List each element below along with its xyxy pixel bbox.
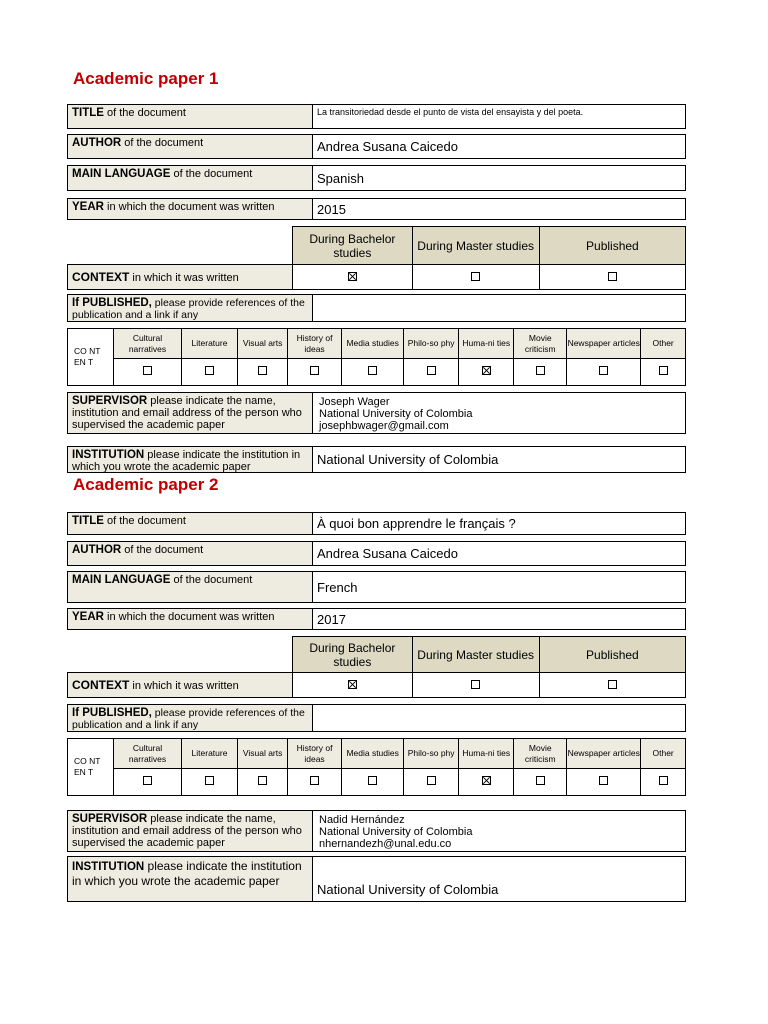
published-label-text: please provide references of the publication and a link if any <box>72 297 305 321</box>
content-side-label: CO NT EN T <box>68 329 114 386</box>
supervisor-line: josephbwager@gmail.com <box>319 420 449 432</box>
content-checkbox[interactable] <box>482 776 491 785</box>
context-header: During Bachelor studies <box>293 637 412 673</box>
content-checkbox[interactable] <box>258 776 267 785</box>
context-spacer <box>68 637 293 673</box>
content-cell <box>181 359 238 386</box>
context-checkbox[interactable] <box>471 680 480 689</box>
content-checkbox[interactable] <box>205 366 214 375</box>
language-label-keyword: MAIN LANGUAGE <box>72 574 171 586</box>
language-row <box>67 165 686 191</box>
published-row <box>67 704 686 732</box>
content-checkbox[interactable] <box>143 366 152 375</box>
author-label-keyword: AUTHOR <box>72 137 122 149</box>
supervisor-label <box>68 811 313 851</box>
content-header: Movie criticism <box>514 329 567 359</box>
context-checkbox[interactable] <box>348 272 357 281</box>
language-row <box>67 571 686 603</box>
language-field[interactable]: French <box>317 579 358 595</box>
content-cell <box>514 769 567 796</box>
context-label <box>68 265 293 290</box>
supervisor-line: nhernandezh@unal.edu.co <box>319 838 452 850</box>
year-label <box>68 199 313 219</box>
content-checkbox[interactable] <box>310 776 319 785</box>
context-cell <box>412 265 539 290</box>
institution-label-text: please indicate the institution in which you wrote the academic paper <box>72 859 302 888</box>
supervisor-label <box>68 393 313 433</box>
content-checkbox[interactable] <box>310 366 319 375</box>
content-cell <box>459 359 514 386</box>
content-cell <box>342 769 404 796</box>
content-header: Media studies <box>342 739 404 769</box>
context-cell <box>293 673 412 698</box>
content-header: Media studies <box>342 329 404 359</box>
title-label-text: of the document <box>103 515 186 527</box>
context-cell <box>412 673 539 698</box>
institution-label <box>68 447 313 472</box>
content-cell <box>641 359 686 386</box>
supervisor-label-keyword: SUPERVISOR <box>72 813 148 825</box>
context-header: Published <box>539 227 685 265</box>
content-checkbox[interactable] <box>536 366 545 375</box>
context-cell <box>539 265 685 290</box>
context-spacer <box>68 227 293 265</box>
content-header: Philo-so phy <box>404 329 459 359</box>
author-field[interactable]: Andrea Susana Caicedo <box>317 546 458 561</box>
content-checkbox[interactable] <box>599 776 608 785</box>
content-checkbox[interactable] <box>659 366 668 375</box>
context-text: in which it was written <box>129 272 239 284</box>
context-cell <box>293 265 412 290</box>
content-header: Literature <box>181 329 238 359</box>
context-keyword: CONTEXT <box>72 678 130 692</box>
supervisor-label-keyword: SUPERVISOR <box>72 395 148 407</box>
content-checkbox[interactable] <box>536 776 545 785</box>
content-header: Other <box>641 739 686 769</box>
context-header: During Bachelor studies <box>293 227 412 265</box>
content-header: Other <box>641 329 686 359</box>
published-field[interactable] <box>313 295 685 321</box>
year-label-keyword: YEAR <box>72 201 104 213</box>
supervisor-label-text: please indicate the name, institution and email address of the person who supervised the academic paper <box>72 395 302 431</box>
author-field[interactable]: Andrea Susana Caicedo <box>317 139 458 154</box>
context-header: Published <box>539 637 685 673</box>
content-cell <box>238 769 287 796</box>
title-label <box>68 513 313 534</box>
author-label-text: of the document <box>121 137 204 149</box>
content-header: Philo-so phy <box>404 739 459 769</box>
content-cell <box>114 769 181 796</box>
context-cell <box>539 673 685 698</box>
content-header: Huma-ni ties <box>459 739 514 769</box>
context-label <box>68 673 293 698</box>
content-cell <box>641 769 686 796</box>
content-side-label: CO NT EN T <box>68 739 114 796</box>
year-label-text: in which the document was written <box>103 611 275 623</box>
content-checkbox[interactable] <box>599 366 608 375</box>
published-label-text: please provide references of the publication and a link if any <box>72 707 305 731</box>
title-label-text: of the document <box>103 107 186 119</box>
title-field[interactable]: La transitoriedad desde el punto de vista del ensayista y del poeta. <box>317 107 584 117</box>
content-header: Visual arts <box>238 329 287 359</box>
institution-row <box>67 856 686 902</box>
language-field[interactable]: Spanish <box>317 170 364 186</box>
content-header: Huma-ni ties <box>459 329 514 359</box>
content-header: Cultural narratives <box>114 329 181 359</box>
author-label <box>68 135 313 158</box>
published-row <box>67 294 686 322</box>
author-row <box>67 134 686 159</box>
context-table <box>67 226 686 290</box>
title-row <box>67 104 686 129</box>
content-cell <box>404 769 459 796</box>
year-label-keyword: YEAR <box>72 611 104 623</box>
content-cell <box>287 769 341 796</box>
paper-heading: Academic paper 1 <box>73 69 219 88</box>
content-cell <box>514 359 567 386</box>
year-field[interactable]: 2015 <box>317 201 346 217</box>
content-header: Movie criticism <box>514 739 567 769</box>
year-label <box>68 609 313 629</box>
year-row <box>67 608 686 630</box>
content-cell <box>114 359 181 386</box>
content-checkbox[interactable] <box>659 776 668 785</box>
published-field[interactable] <box>313 705 685 731</box>
supervisor-line: National University of Colombia <box>319 408 473 420</box>
content-checkbox[interactable] <box>427 366 436 375</box>
supervisor-line: Nadid Hernández <box>319 814 405 826</box>
published-label <box>68 295 313 321</box>
institution-field[interactable]: National University of Colombia <box>317 882 499 897</box>
language-label <box>68 166 313 190</box>
institution-label-text: please indicate the institution in which you wrote the academic paper <box>72 449 301 473</box>
content-checkbox[interactable] <box>368 366 377 375</box>
content-header: Visual arts <box>238 739 287 769</box>
content-header: Cultural narratives <box>114 739 181 769</box>
content-header: History of ideas <box>287 329 341 359</box>
year-row <box>67 198 686 220</box>
language-label-keyword: MAIN LANGUAGE <box>72 168 171 180</box>
context-checkbox[interactable] <box>608 272 617 281</box>
title-label <box>68 105 313 128</box>
context-checkbox[interactable] <box>608 680 617 689</box>
content-checkbox[interactable] <box>482 366 491 375</box>
institution-label <box>68 857 313 901</box>
content-cell <box>342 359 404 386</box>
content-table <box>67 328 686 386</box>
content-header: Newspaper articles <box>567 739 641 769</box>
language-label <box>68 572 313 602</box>
author-label-text: of the document <box>121 544 204 556</box>
context-text: in which it was written <box>129 680 239 692</box>
content-table <box>67 738 686 796</box>
context-keyword: CONTEXT <box>72 270 130 284</box>
content-header: Newspaper articles <box>567 329 641 359</box>
author-row <box>67 541 686 566</box>
year-label-text: in which the document was written <box>103 201 275 213</box>
supervisor-field[interactable] <box>313 393 685 433</box>
context-checkbox[interactable] <box>348 680 357 689</box>
published-label <box>68 705 313 731</box>
content-header: Literature <box>181 739 238 769</box>
title-label-keyword: TITLE <box>72 515 104 527</box>
content-checkbox[interactable] <box>258 366 267 375</box>
context-header: During Master studies <box>412 227 539 265</box>
context-table <box>67 636 686 698</box>
content-cell <box>567 769 641 796</box>
institution-row <box>67 446 686 473</box>
content-checkbox[interactable] <box>427 776 436 785</box>
title-field[interactable]: À quoi bon apprendre le français ? <box>317 516 516 531</box>
content-cell <box>181 769 238 796</box>
author-label-keyword: AUTHOR <box>72 544 122 556</box>
content-cell <box>238 359 287 386</box>
institution-field[interactable]: National University of Colombia <box>317 452 499 467</box>
author-label <box>68 542 313 565</box>
supervisor-label-text: please indicate the name, institution and email address of the person who supervised the academic paper <box>72 813 302 849</box>
title-row <box>67 512 686 535</box>
supervisor-line: National University of Colombia <box>319 826 473 838</box>
supervisor-field[interactable] <box>313 811 685 851</box>
published-label-keyword: If PUBLISHED, <box>72 707 152 719</box>
institution-label-keyword: INSTITUTION <box>72 449 145 461</box>
content-checkbox[interactable] <box>205 776 214 785</box>
context-checkbox[interactable] <box>471 272 480 281</box>
context-header: During Master studies <box>412 637 539 673</box>
title-label-keyword: TITLE <box>72 107 104 119</box>
supervisor-line: Joseph Wager <box>319 396 390 408</box>
language-label-text: of the document <box>170 574 253 586</box>
supervisor-row <box>67 392 686 434</box>
published-label-keyword: If PUBLISHED, <box>72 297 152 309</box>
content-checkbox[interactable] <box>368 776 377 785</box>
content-cell <box>459 769 514 796</box>
content-cell <box>404 359 459 386</box>
institution-label-keyword: INSTITUTION <box>72 861 145 873</box>
year-field[interactable]: 2017 <box>317 611 346 627</box>
content-header: History of ideas <box>287 739 341 769</box>
content-cell <box>567 359 641 386</box>
content-cell <box>287 359 341 386</box>
supervisor-row <box>67 810 686 852</box>
content-checkbox[interactable] <box>143 776 152 785</box>
language-label-text: of the document <box>170 168 253 180</box>
paper-heading: Academic paper 2 <box>73 475 219 494</box>
